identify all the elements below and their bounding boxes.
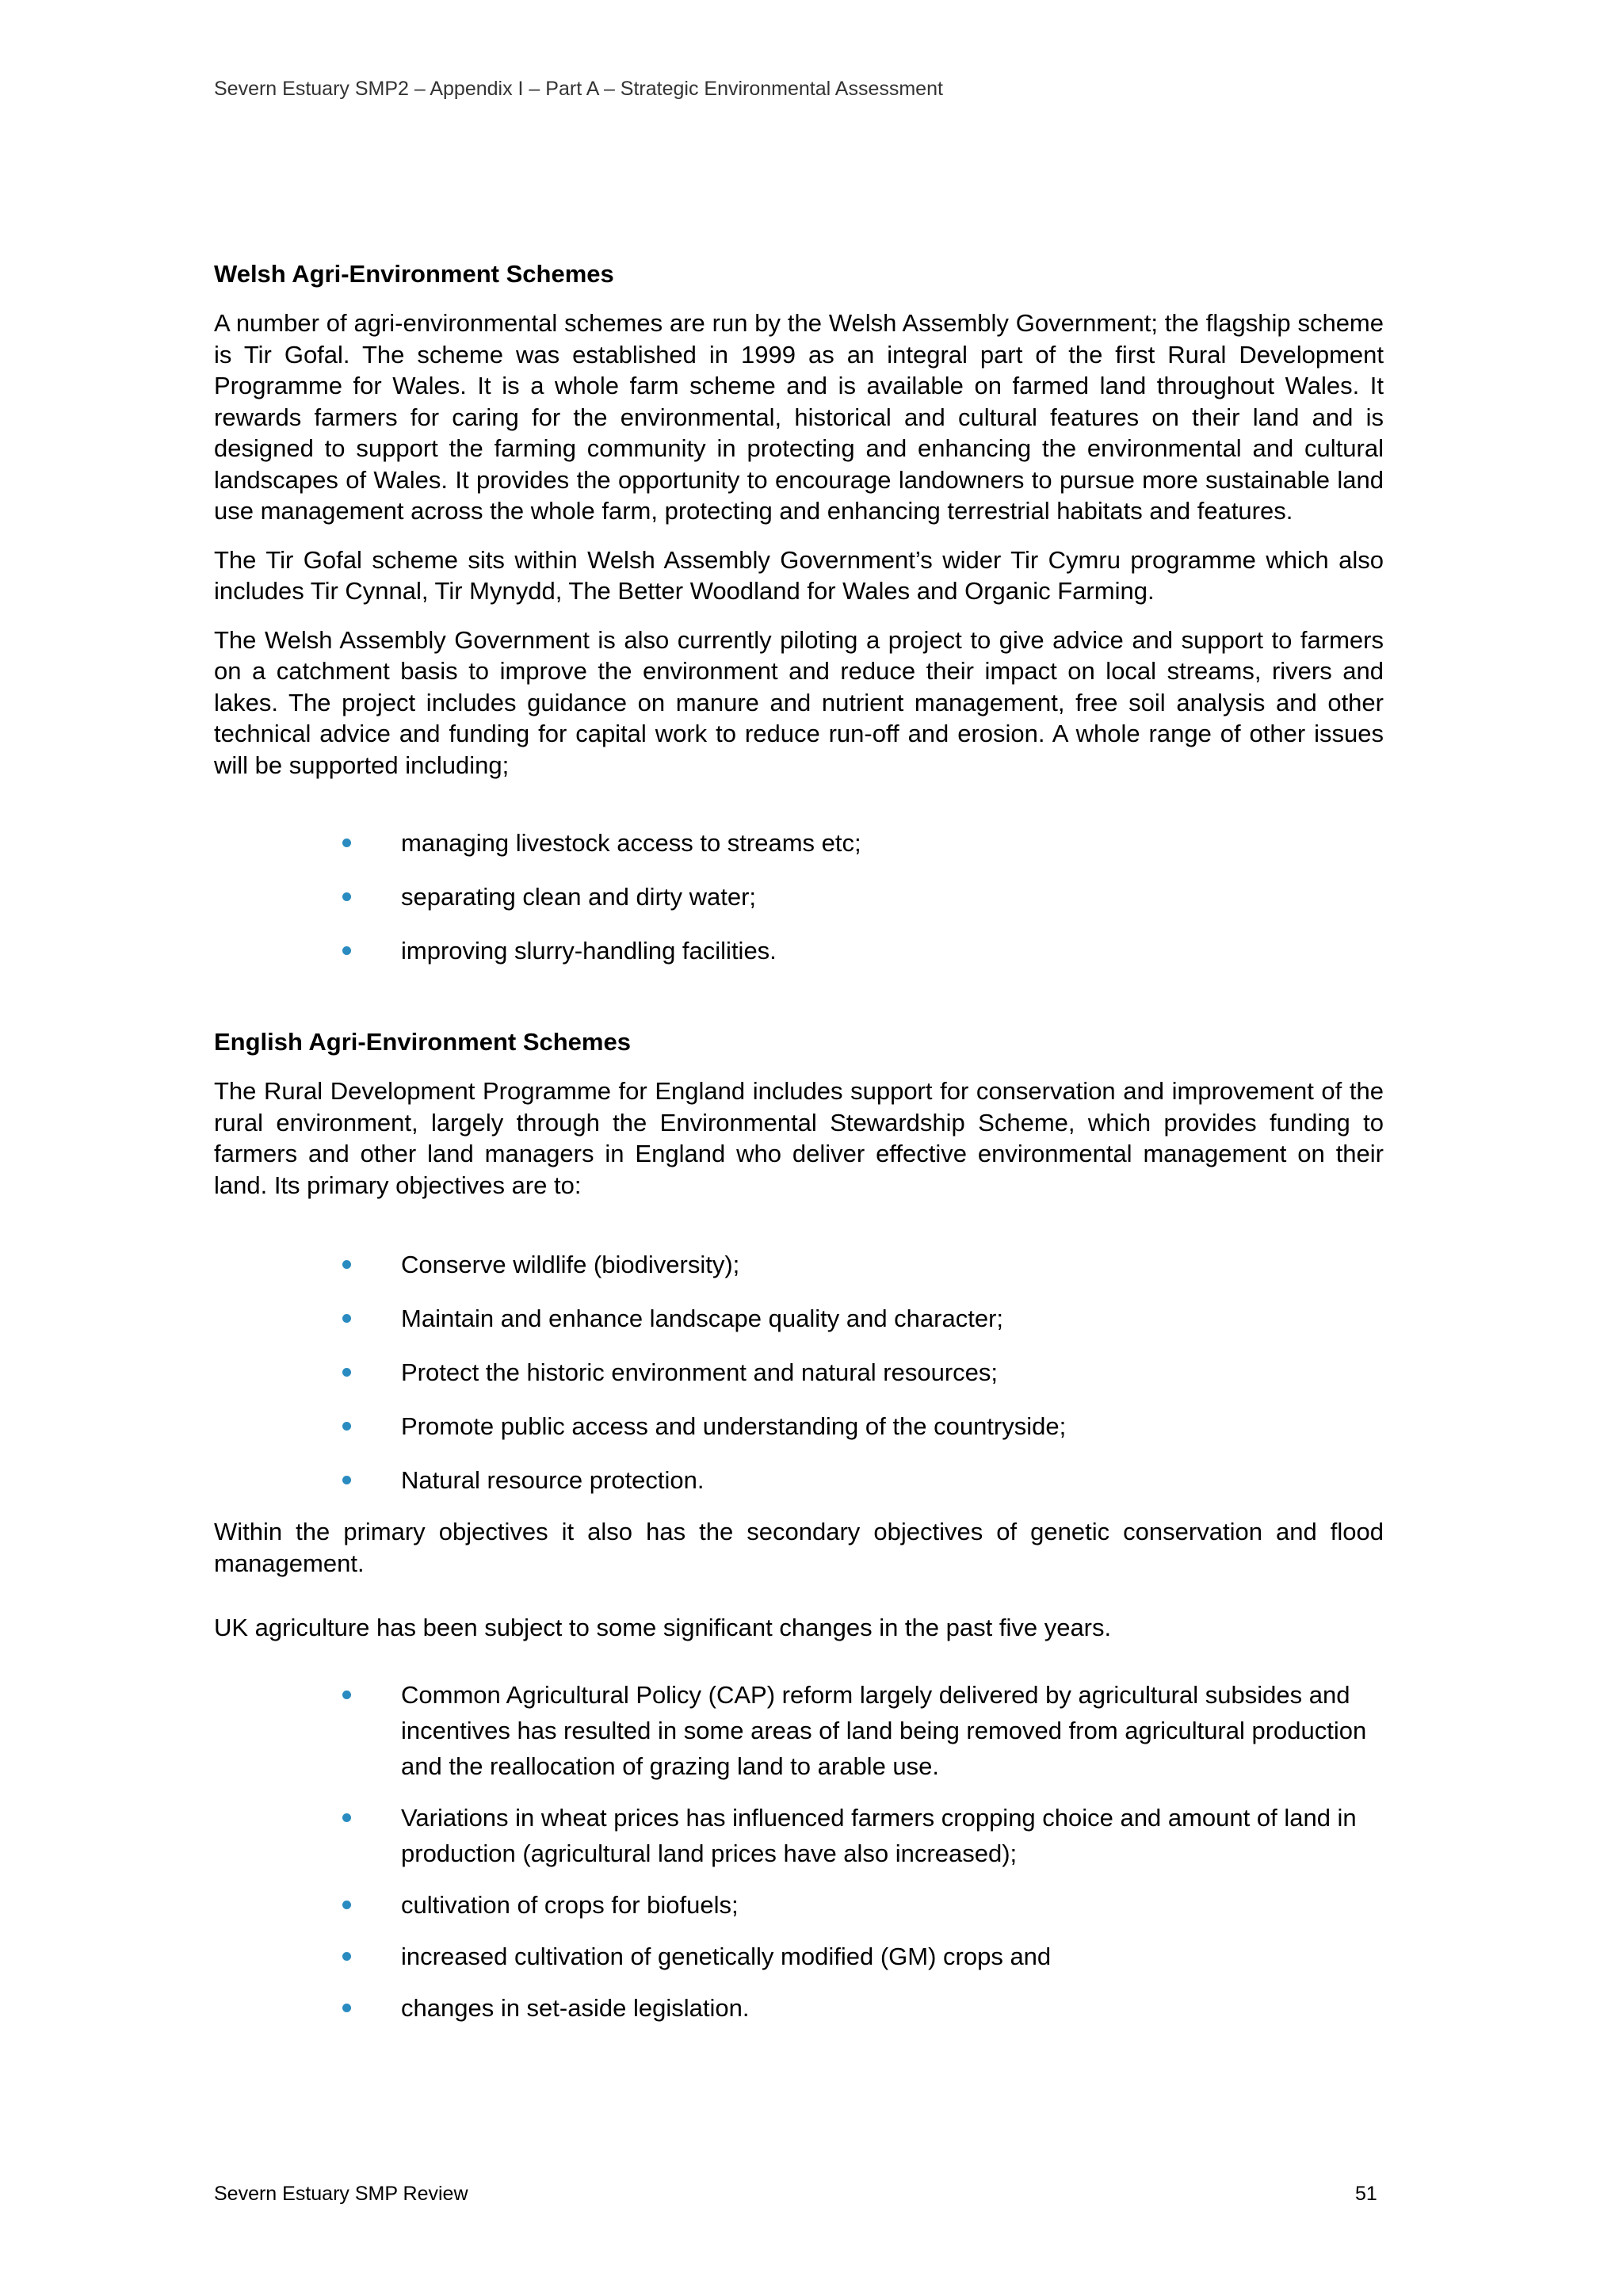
- list-item: Protect the historic environment and natural resources;: [342, 1354, 1384, 1390]
- bullet-icon: [342, 892, 351, 901]
- english-schemes-heading: English Agri-Environment Schemes: [214, 1028, 631, 1056]
- list-item: Conserve wildlife (biodiversity);: [342, 1247, 1384, 1282]
- list-item: Variations in wheat prices has influenced farmers cropping choice and amount of land in production (agricultural land prices have also increased);: [342, 1800, 1384, 1871]
- list-item: increased cultivation of genetically modified (GM) crops and: [342, 1939, 1384, 1974]
- english-objectives-list: [214, 1247, 1384, 1498]
- footer-title: Severn Estuary SMP Review: [214, 2183, 468, 2205]
- welsh-paragraph-1: A number of agri-environmental schemes are run by the Welsh Assembly Government; the flagship scheme is Tir Gofal. The scheme was established in 1999 as an integral part of the first Rural Development Programme for Wales. It is a whole farm scheme and is available on farmed land throughout Wales. It rewards farmers for caring for the environmental, historical and cultural features on their land and is designed to support the farming community in protecting and enhancing the environmental and cultural landscapes of Wales. It provides the opportunity to encourage landowners to pursue more sustainable land use management across the whole farm, protecting and enhancing terrestrial habitats and features.: [214, 309, 1384, 525]
- bullet-icon: [342, 839, 351, 847]
- bullet-icon: [342, 1901, 351, 1909]
- bullet-icon: [342, 1952, 351, 1961]
- running-header: Severn Estuary SMP2 – Appendix I – Part A – Strategic Environmental Assessment: [214, 78, 943, 100]
- list-item: Common Agricultural Policy (CAP) reform largely delivered by agricultural subsides and incentives has resulted in some areas of land being removed from agricultural production and the reallocation of grazing land to arable use.: [342, 1677, 1384, 1784]
- english-paragraph-2: Within the primary objectives it also has the secondary objectives of genetic conservation and flood management.: [214, 1518, 1384, 1577]
- welsh-paragraph-3: The Welsh Assembly Government is also currently piloting a project to give advice and support to farmers on a catchment basis to improve the environment and reduce their impact on local streams, rivers and lakes. The project includes guidance on manure and nutrient management, free soil analysis and other technical advice and funding for capital work to reduce run-off and erosion. A whole range of other issues will be supported including;: [214, 625, 1384, 779]
- list-item: managing livestock access to streams etc;: [342, 825, 1384, 861]
- bullet-icon: [342, 1476, 351, 1484]
- list-item: Natural resource protection.: [342, 1462, 1384, 1498]
- welsh-bullet-list: [214, 825, 1384, 968]
- list-item: cultivation of crops for biofuels;: [342, 1887, 1384, 1923]
- list-item: improving slurry-handling facilities.: [342, 933, 1384, 968]
- page-number: 51: [1355, 2183, 1377, 2205]
- bullet-icon: [342, 1368, 351, 1377]
- bullet-icon: [342, 1690, 351, 1699]
- welsh-schemes-heading: Welsh Agri-Environment Schemes: [214, 260, 614, 288]
- bullet-icon: [342, 1314, 351, 1323]
- english-paragraph-3: UK agriculture has been subject to some significant changes in the past five years.: [214, 1614, 1112, 1641]
- page-body: [214, 258, 1384, 2042]
- bullet-icon: [342, 2004, 351, 2012]
- english-paragraph-1: The Rural Development Programme for England includes support for conservation and improvement of the rural environment, largely through the Environmental Stewardship Scheme, which provides funding to farmers and other land managers in England who deliver effective environmental management on their land. Its primary objectives are to:: [214, 1077, 1384, 1199]
- uk-changes-list: [214, 1677, 1384, 2026]
- bullet-icon: [342, 946, 351, 955]
- welsh-paragraph-2: The Tir Gofal scheme sits within Welsh Assembly Government’s wider Tir Cymru programme which also includes Tir Cynnal, Tir Mynydd, The Better Woodland for Wales and Organic Farming.: [214, 545, 1384, 605]
- bullet-icon: [342, 1422, 351, 1431]
- bullet-icon: [342, 1813, 351, 1822]
- list-item: separating clean and dirty water;: [342, 879, 1384, 915]
- list-item: changes in set-aside legislation.: [342, 1990, 1384, 2026]
- list-item: Maintain and enhance landscape quality and character;: [342, 1301, 1384, 1336]
- list-item: Promote public access and understanding of the countryside;: [342, 1408, 1384, 1444]
- bullet-icon: [342, 1260, 351, 1269]
